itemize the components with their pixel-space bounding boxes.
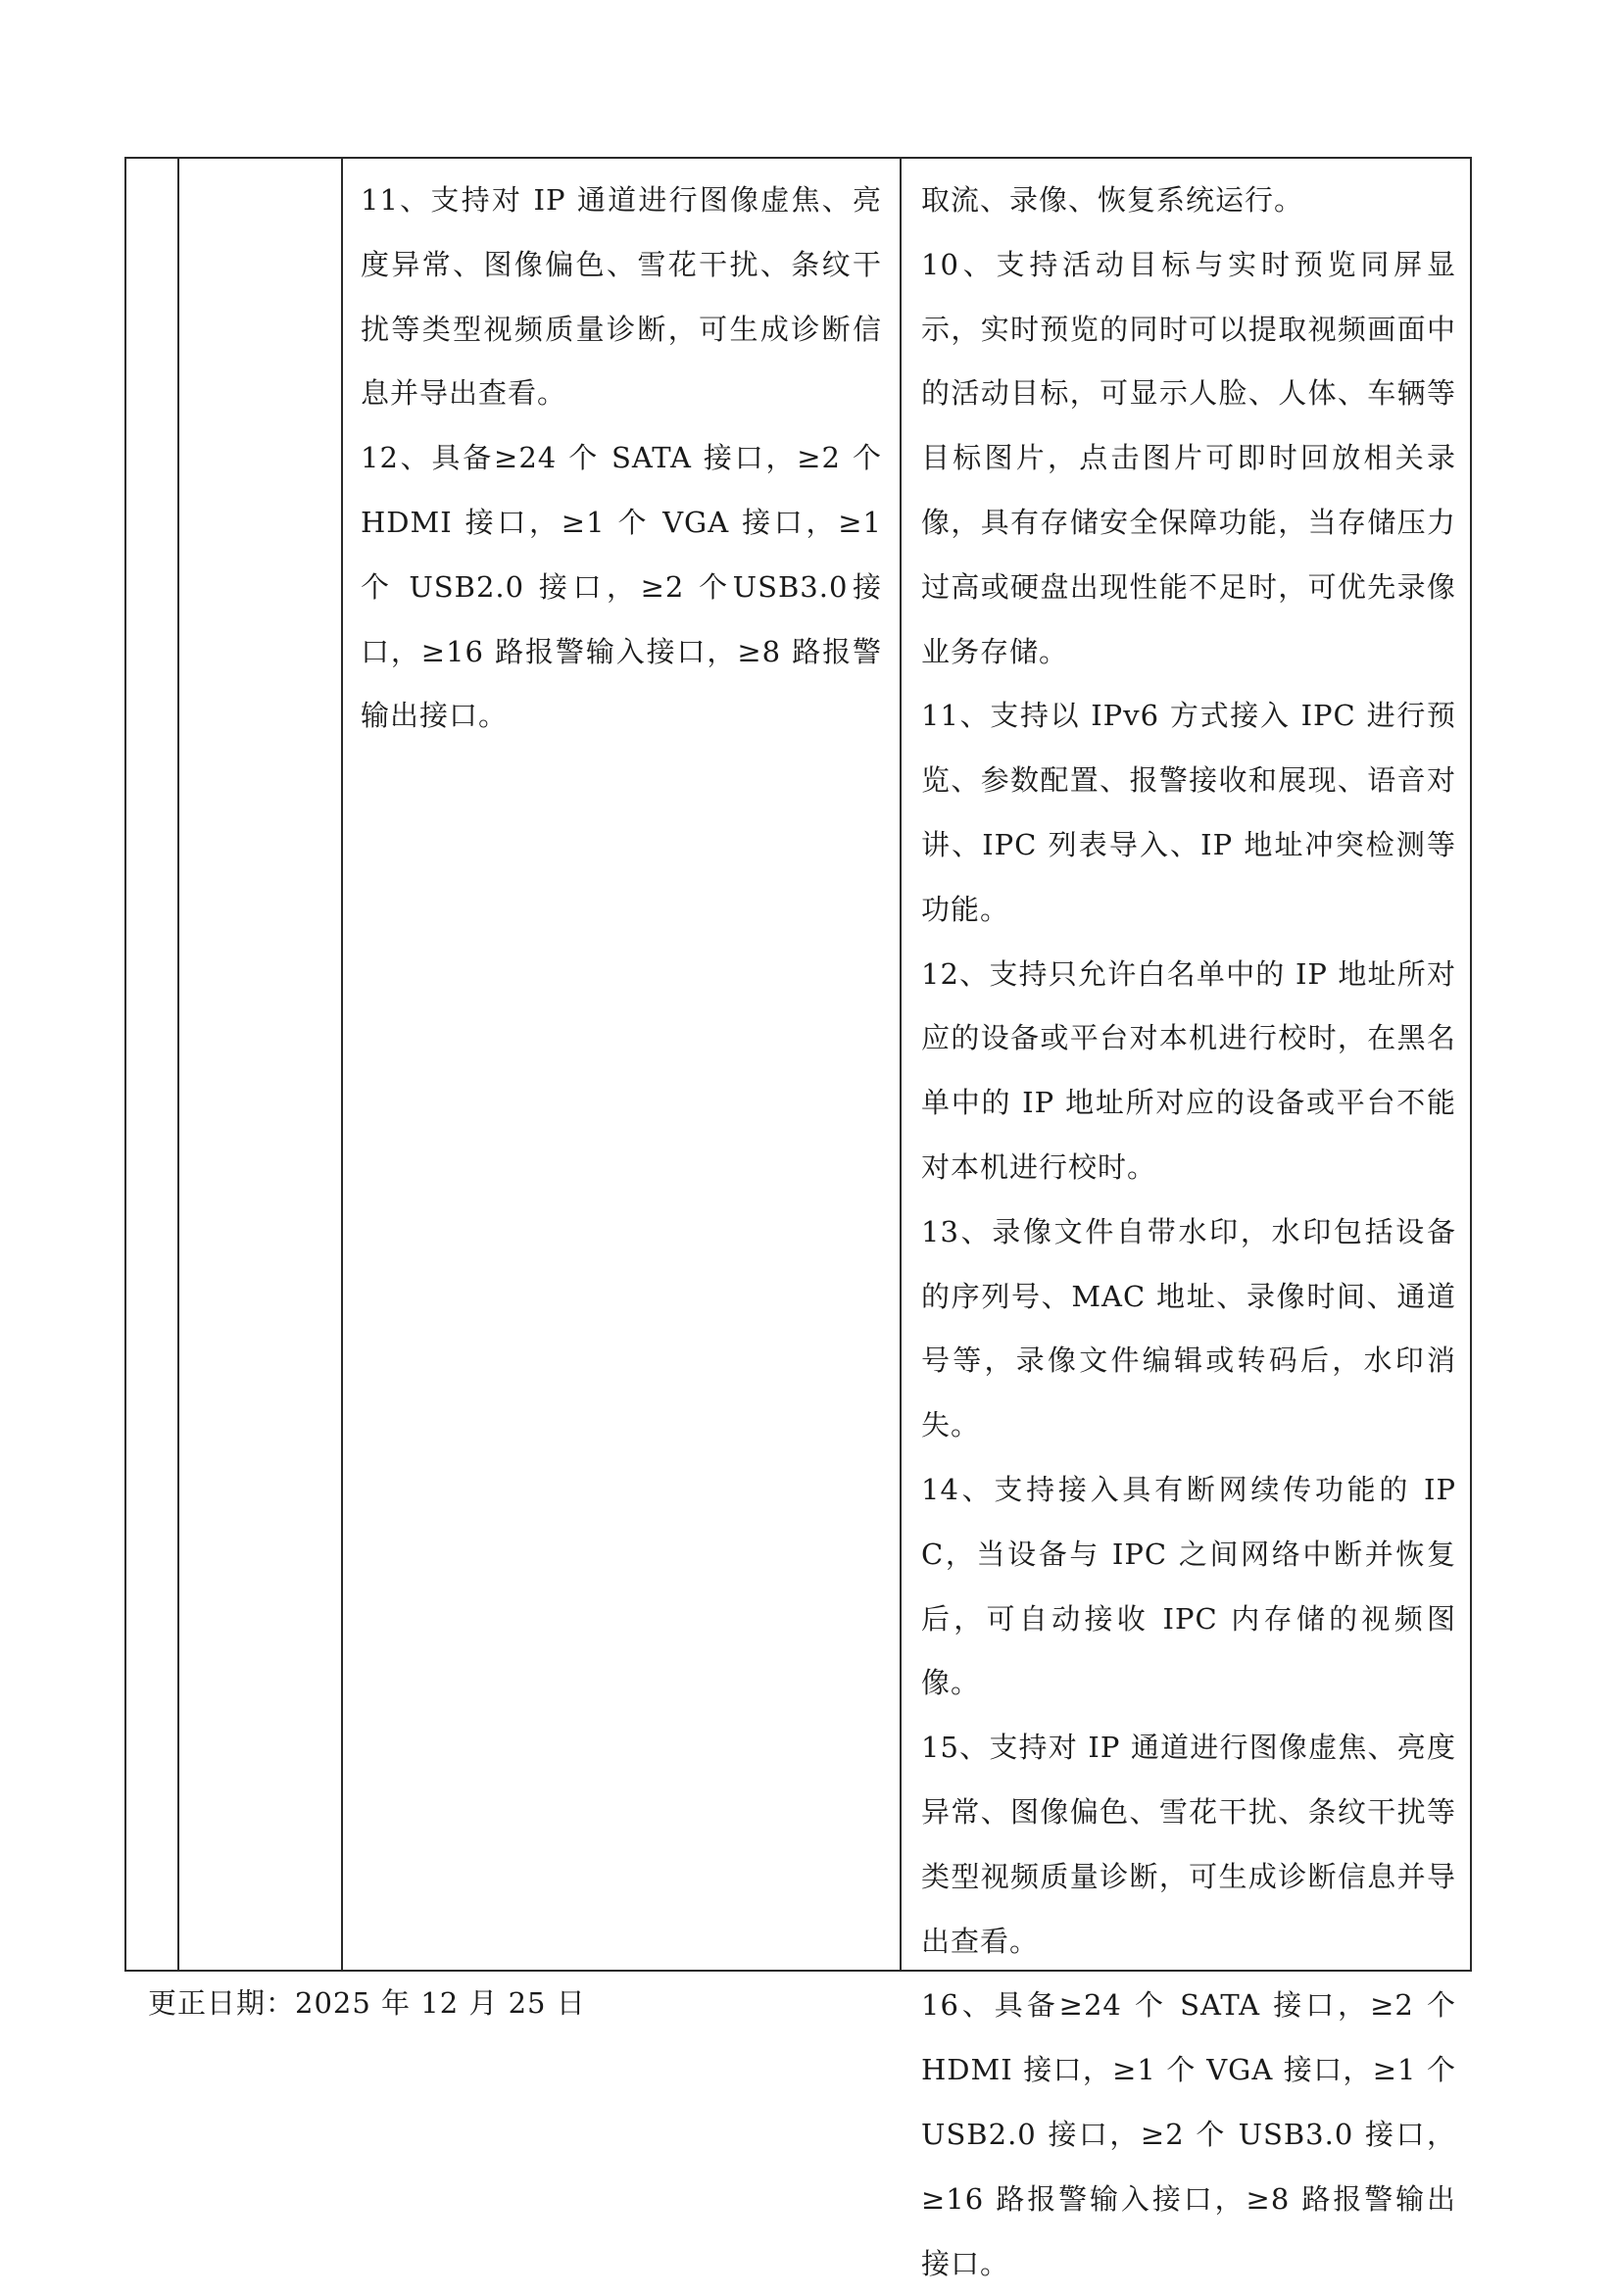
- table-column-divider-1: [177, 157, 179, 1972]
- spec-middle-column: [361, 169, 882, 749]
- spec-item: 12、支持只允许白名单中的 IP 地址所对应的设备或平台对本机进行校时，在黑名单中的 IP 地址所对应的设备或平台不能对本机进行校时。: [921, 956, 1456, 1184]
- spec-item: 取流、录像、恢复系统运行。: [921, 183, 1304, 217]
- spec-item: 11、支持以 IPv6 方式接入 IPC 进行预览、参数配置、报警接收和展现、语音对讲、IPC 列表导入、IP 地址冲突检测等功能。: [921, 699, 1456, 926]
- spec-item: 15、支持对 IP 通道进行图像虚焦、亮度异常、图像偏色、雪花干扰、条纹干扰等类型视频质量诊断，可生成诊断信息并导出查看。: [921, 1731, 1456, 1958]
- table-column-divider-3: [900, 157, 902, 1972]
- correction-date: 更正日期：2025 年 12 月 25 日: [148, 1986, 586, 2020]
- spec-item: 11、支持对 IP 通道进行图像虚焦、亮度异常、图像偏色、雪花干扰、条纹干扰等类型视频质量诊断，可生成诊断信息并导出查看。: [361, 183, 882, 411]
- spec-item: 12、具备≥24 个 SATA 接口，≥2 个 HDMI 接口，≥1 个 VGA 接口，≥1 个 USB2.0 接口，≥2 个USB3.0接口，≥16 路报警输入接口，≥8 路报警输出接口。: [361, 441, 882, 733]
- spec-item: 10、支持活动目标与实时预览同屏显示，实时预览的同时可以提取视频画面中的活动目标，可显示人脸、人体、车辆等目标图片，点击图片可即时回放相关录像，具有存储安全保障功能，当存储压力过高或硬盘出现性能不足时，可优先录像业务存储。: [921, 247, 1456, 668]
- spec-right-column: [921, 169, 1456, 2296]
- spec-item: 16、具备≥24 个 SATA 接口，≥2 个 HDMI 接口，≥1 个 VGA 接口，≥1 个 USB2.0 接口，≥2 个 USB3.0 接口，≥16 路报警输入接口，≥8 路报警输出接口。: [921, 1988, 1456, 2280]
- spec-item: 14、支持接入具有断网续传功能的 IPC，当设备与 IPC 之间网络中断并恢复后，可自动接收 IPC 内存储的视频图像。: [921, 1472, 1456, 1700]
- spec-item: 13、录像文件自带水印，水印包括设备的序列号、MAC 地址、录像时间、通道号等，录像文件编辑或转码后，水印消失。: [921, 1214, 1456, 1442]
- table-column-divider-2: [341, 157, 343, 1972]
